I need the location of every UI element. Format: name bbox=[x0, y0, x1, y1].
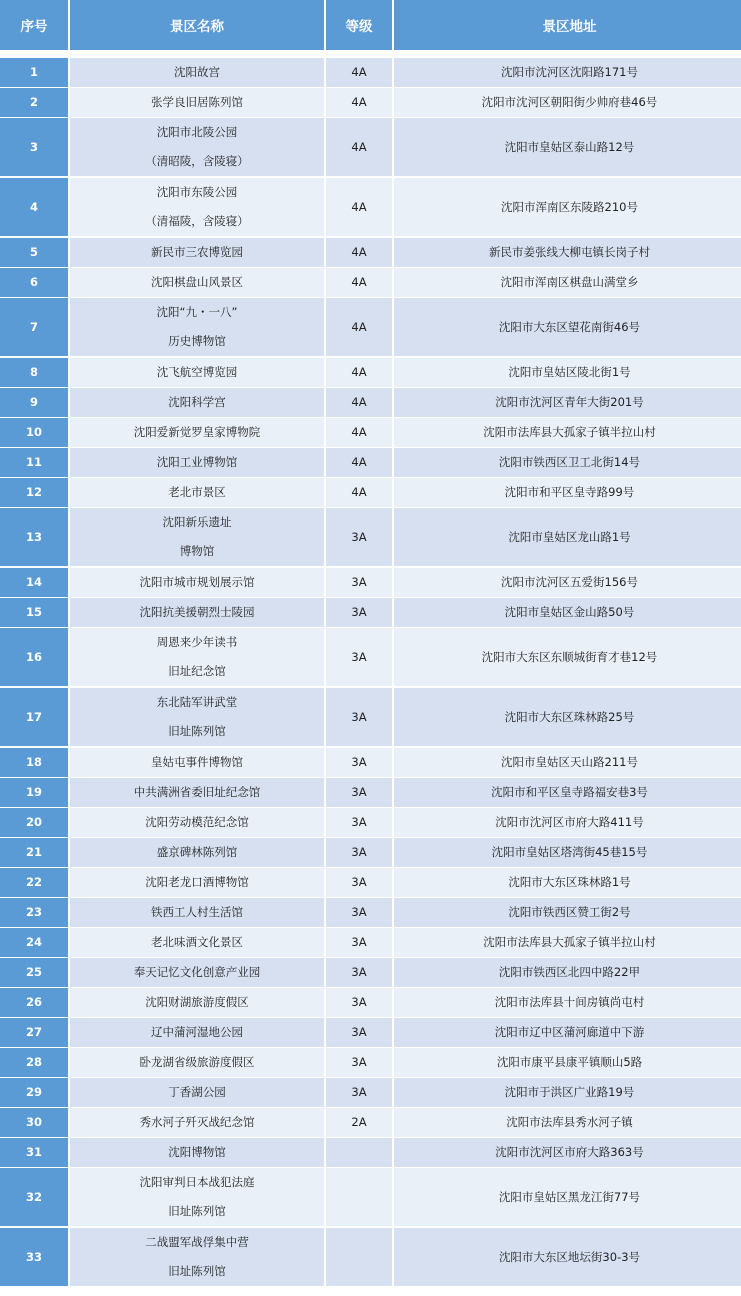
cell-no: 28 bbox=[0, 1048, 68, 1077]
cell-name bbox=[70, 358, 324, 387]
header-grade: 等级 bbox=[326, 0, 392, 50]
cell-address: 沈阳市辽中区蒲河廊道中下游 bbox=[394, 1018, 741, 1047]
cell-address: 沈阳市和平区皇寺路福安巷3号 bbox=[394, 778, 741, 807]
cell-name bbox=[70, 598, 324, 627]
cell-name bbox=[70, 388, 324, 417]
table-row bbox=[0, 778, 741, 806]
cell-no: 2 bbox=[0, 88, 68, 117]
cell-address: 沈阳市沈河区市府大路411号 bbox=[394, 808, 741, 837]
table-row bbox=[0, 748, 741, 776]
cell-name bbox=[70, 418, 324, 447]
cell-address: 沈阳市沈河区五爱街156号 bbox=[394, 568, 741, 597]
cell-name-line: 沈阳老龙口酒博物馆 bbox=[145, 875, 249, 889]
cell-grade: 4A bbox=[326, 118, 392, 176]
cell-grade bbox=[326, 1138, 392, 1167]
table-row bbox=[0, 448, 741, 476]
cell-grade: 4A bbox=[326, 388, 392, 417]
table-row bbox=[0, 238, 741, 266]
cell-no: 5 bbox=[0, 238, 68, 267]
cell-name-line: 老北味酒文化景区 bbox=[151, 935, 243, 949]
cell-name bbox=[70, 1018, 324, 1047]
cell-no: 1 bbox=[0, 58, 68, 87]
table-row bbox=[0, 598, 741, 626]
cell-name-line: 沈阳博物馆 bbox=[168, 1145, 226, 1159]
cell-name bbox=[70, 508, 324, 566]
cell-grade: 4A bbox=[326, 478, 392, 507]
cell-name bbox=[70, 568, 324, 597]
cell-no: 4 bbox=[0, 178, 68, 236]
cell-address: 沈阳市沈河区朝阳街少帅府巷46号 bbox=[394, 88, 741, 117]
cell-no: 20 bbox=[0, 808, 68, 837]
cell-name bbox=[70, 118, 324, 176]
cell-grade: 2A bbox=[326, 1108, 392, 1137]
cell-no: 33 bbox=[0, 1228, 68, 1286]
table-row bbox=[0, 58, 741, 86]
table-row bbox=[0, 1018, 741, 1046]
cell-name bbox=[70, 958, 324, 987]
cell-grade: 3A bbox=[326, 898, 392, 927]
cell-name-line: 沈阳财湖旅游度假区 bbox=[145, 995, 249, 1009]
table-row bbox=[0, 358, 741, 386]
table-row bbox=[0, 88, 741, 116]
cell-no: 29 bbox=[0, 1078, 68, 1107]
table-row bbox=[0, 388, 741, 416]
cell-name bbox=[70, 88, 324, 117]
cell-grade: 3A bbox=[326, 1078, 392, 1107]
cell-grade: 3A bbox=[326, 688, 392, 746]
cell-name bbox=[70, 298, 324, 356]
table-header-row bbox=[0, 0, 741, 50]
cell-name-line: 沈阳爱新觉罗皇家博物院 bbox=[133, 425, 261, 439]
cell-name bbox=[70, 268, 324, 297]
cell-address: 沈阳市铁西区卫工北街14号 bbox=[394, 448, 741, 477]
cell-name-line: 皇姑屯事件博物馆 bbox=[151, 755, 243, 769]
table-row bbox=[0, 568, 741, 596]
cell-grade: 4A bbox=[326, 358, 392, 387]
cell-name bbox=[70, 238, 324, 267]
cell-name-line: 沈阳劳动模范纪念馆 bbox=[145, 815, 249, 829]
header-address: 景区地址 bbox=[394, 0, 741, 50]
cell-name-line: 博物馆 bbox=[179, 544, 215, 558]
cell-name bbox=[70, 808, 324, 837]
table-row bbox=[0, 178, 741, 236]
cell-name-line: 沈阳审判日本战犯法庭 bbox=[139, 1175, 255, 1189]
cell-address: 沈阳市浑南区棋盘山满堂乡 bbox=[394, 268, 741, 297]
cell-no: 13 bbox=[0, 508, 68, 566]
cell-address: 沈阳市皇姑区金山路50号 bbox=[394, 598, 741, 627]
cell-grade: 3A bbox=[326, 868, 392, 897]
cell-grade: 3A bbox=[326, 628, 392, 686]
cell-address: 沈阳市皇姑区泰山路12号 bbox=[394, 118, 741, 176]
cell-no: 9 bbox=[0, 388, 68, 417]
cell-name bbox=[70, 1168, 324, 1226]
cell-grade: 3A bbox=[326, 838, 392, 867]
cell-no: 16 bbox=[0, 628, 68, 686]
table-row bbox=[0, 628, 741, 686]
cell-name bbox=[70, 1048, 324, 1077]
cell-name-line: 沈飞航空博览园 bbox=[156, 365, 238, 379]
cell-name-line: 历史博物馆 bbox=[168, 334, 226, 348]
cell-name-line: 辽中蒲河湿地公园 bbox=[151, 1025, 243, 1039]
cell-grade: 4A bbox=[326, 268, 392, 297]
cell-no: 22 bbox=[0, 868, 68, 897]
cell-grade: 3A bbox=[326, 778, 392, 807]
cell-no: 17 bbox=[0, 688, 68, 746]
cell-name-line: 丁香湖公园 bbox=[168, 1085, 226, 1099]
cell-name-line: 张学良旧居陈列馆 bbox=[151, 95, 243, 109]
cell-name bbox=[70, 868, 324, 897]
cell-name-line: 沈阳抗美援朝烈士陵园 bbox=[139, 605, 255, 619]
table-row bbox=[0, 928, 741, 956]
table-body bbox=[0, 58, 741, 1286]
cell-address: 沈阳市沈河区市府大路363号 bbox=[394, 1138, 741, 1167]
cell-no: 27 bbox=[0, 1018, 68, 1047]
cell-no: 7 bbox=[0, 298, 68, 356]
cell-grade: 3A bbox=[326, 988, 392, 1017]
cell-name-line: 铁西工人村生活馆 bbox=[151, 905, 243, 919]
cell-address: 沈阳市大东区地坛街30-3号 bbox=[394, 1228, 741, 1286]
cell-name bbox=[70, 688, 324, 746]
cell-name-line: 中共满洲省委旧址纪念馆 bbox=[133, 785, 261, 799]
header-no: 序号 bbox=[0, 0, 68, 50]
cell-name-line: （清福陵，含陵寝） bbox=[145, 214, 249, 228]
cell-name bbox=[70, 1108, 324, 1137]
cell-address: 沈阳市法库县秀水河子镇 bbox=[394, 1108, 741, 1137]
cell-name-line: 沈阳市城市规划展示馆 bbox=[139, 575, 255, 589]
cell-grade: 3A bbox=[326, 808, 392, 837]
cell-address: 沈阳市皇姑区黑龙江街77号 bbox=[394, 1168, 741, 1226]
cell-name bbox=[70, 928, 324, 957]
cell-grade: 3A bbox=[326, 1048, 392, 1077]
cell-address: 沈阳市大东区珠林路1号 bbox=[394, 868, 741, 897]
cell-no: 23 bbox=[0, 898, 68, 927]
table-row bbox=[0, 1078, 741, 1106]
cell-address: 沈阳市法库县大孤家子镇半拉山村 bbox=[394, 418, 741, 447]
cell-name-line: 周恩来少年读书 bbox=[156, 635, 238, 649]
table-row bbox=[0, 688, 741, 746]
cell-name-line: 旧址陈列馆 bbox=[168, 1204, 226, 1218]
cell-name bbox=[70, 628, 324, 686]
cell-name-line: 旧址陈列馆 bbox=[168, 724, 226, 738]
cell-address: 沈阳市铁西区赞工街2号 bbox=[394, 898, 741, 927]
cell-grade: 3A bbox=[326, 958, 392, 987]
cell-name bbox=[70, 478, 324, 507]
cell-name-line: 东北陆军讲武堂 bbox=[156, 695, 238, 709]
cell-address: 沈阳市皇姑区天山路211号 bbox=[394, 748, 741, 777]
cell-grade: 4A bbox=[326, 238, 392, 267]
cell-address: 沈阳市沈河区沈阳路171号 bbox=[394, 58, 741, 87]
cell-name-line: 沈阳新乐遗址 bbox=[162, 515, 232, 529]
cell-no: 19 bbox=[0, 778, 68, 807]
cell-name-line: 沈阳市北陵公园 bbox=[156, 125, 238, 139]
cell-grade: 4A bbox=[326, 418, 392, 447]
cell-name bbox=[70, 988, 324, 1017]
cell-name-line: 老北市景区 bbox=[168, 485, 226, 499]
cell-address: 沈阳市浑南区东陵路210号 bbox=[394, 178, 741, 236]
cell-grade: 4A bbox=[326, 178, 392, 236]
cell-grade: 3A bbox=[326, 568, 392, 597]
header-name: 景区名称 bbox=[70, 0, 324, 50]
cell-grade: 3A bbox=[326, 748, 392, 777]
cell-no: 14 bbox=[0, 568, 68, 597]
cell-name bbox=[70, 178, 324, 236]
table-row bbox=[0, 1228, 741, 1286]
cell-address: 沈阳市大东区珠林路25号 bbox=[394, 688, 741, 746]
table-row bbox=[0, 838, 741, 866]
cell-name bbox=[70, 778, 324, 807]
cell-address: 沈阳市和平区皇寺路99号 bbox=[394, 478, 741, 507]
cell-address: 沈阳市于洪区广业路19号 bbox=[394, 1078, 741, 1107]
cell-grade bbox=[326, 1228, 392, 1286]
cell-address: 沈阳市大东区东顺城街育才巷12号 bbox=[394, 628, 741, 686]
cell-name bbox=[70, 448, 324, 477]
cell-name-line: 沈阳科学宫 bbox=[168, 395, 226, 409]
cell-no: 18 bbox=[0, 748, 68, 777]
cell-name-line: 沈阳“九・一八” bbox=[156, 305, 238, 319]
cell-no: 10 bbox=[0, 418, 68, 447]
cell-no: 25 bbox=[0, 958, 68, 987]
cell-address: 沈阳市皇姑区龙山路1号 bbox=[394, 508, 741, 566]
cell-grade: 3A bbox=[326, 1018, 392, 1047]
cell-grade: 3A bbox=[326, 598, 392, 627]
cell-address: 沈阳市大东区望花南街46号 bbox=[394, 298, 741, 356]
cell-grade: 4A bbox=[326, 298, 392, 356]
table-row bbox=[0, 118, 741, 176]
cell-no: 12 bbox=[0, 478, 68, 507]
cell-name-line: 沈阳工业博物馆 bbox=[156, 455, 238, 469]
table-row bbox=[0, 1108, 741, 1136]
table-row bbox=[0, 418, 741, 446]
cell-grade: 3A bbox=[326, 508, 392, 566]
table-row bbox=[0, 898, 741, 926]
cell-name bbox=[70, 898, 324, 927]
cell-name bbox=[70, 1138, 324, 1167]
cell-name-line: 沈阳棋盘山风景区 bbox=[151, 275, 243, 289]
cell-grade: 4A bbox=[326, 88, 392, 117]
cell-name-line: 盛京碑林陈列馆 bbox=[156, 845, 238, 859]
cell-name bbox=[70, 1228, 324, 1286]
cell-name bbox=[70, 748, 324, 777]
cell-name-line: 沈阳市东陵公园 bbox=[156, 185, 238, 199]
cell-name-line: （清昭陵，含陵寝） bbox=[145, 154, 249, 168]
cell-no: 6 bbox=[0, 268, 68, 297]
cell-grade: 4A bbox=[326, 58, 392, 87]
table-row bbox=[0, 1168, 741, 1226]
table-row bbox=[0, 298, 741, 356]
cell-name-line: 沈阳故宫 bbox=[174, 65, 220, 79]
cell-address: 沈阳市法库县大孤家子镇半拉山村 bbox=[394, 928, 741, 957]
table-row bbox=[0, 988, 741, 1016]
cell-no: 11 bbox=[0, 448, 68, 477]
cell-name bbox=[70, 58, 324, 87]
cell-no: 31 bbox=[0, 1138, 68, 1167]
cell-name-line: 旧址陈列馆 bbox=[168, 1264, 226, 1278]
cell-address: 沈阳市铁西区北四中路22甲 bbox=[394, 958, 741, 987]
cell-no: 15 bbox=[0, 598, 68, 627]
cell-name bbox=[70, 838, 324, 867]
cell-no: 30 bbox=[0, 1108, 68, 1137]
cell-name bbox=[70, 1078, 324, 1107]
table-row bbox=[0, 958, 741, 986]
cell-no: 26 bbox=[0, 988, 68, 1017]
table-row bbox=[0, 268, 741, 296]
table-row bbox=[0, 478, 741, 506]
cell-name-line: 二战盟军战俘集中营 bbox=[145, 1235, 249, 1249]
cell-address: 沈阳市皇姑区塔湾街45巷15号 bbox=[394, 838, 741, 867]
table-row bbox=[0, 1138, 741, 1166]
table-row bbox=[0, 868, 741, 896]
cell-address: 沈阳市沈河区青年大街201号 bbox=[394, 388, 741, 417]
cell-grade: 4A bbox=[326, 448, 392, 477]
cell-address: 沈阳市康平县康平镇顺山5路 bbox=[394, 1048, 741, 1077]
cell-name-line: 秀水河子歼灭战纪念馆 bbox=[139, 1115, 255, 1129]
cell-name-line: 卧龙湖省级旅游度假区 bbox=[139, 1055, 255, 1069]
table-row bbox=[0, 1048, 741, 1076]
table-row bbox=[0, 508, 741, 566]
cell-name-line: 旧址纪念馆 bbox=[168, 664, 226, 678]
cell-grade: 3A bbox=[326, 928, 392, 957]
cell-name-line: 奉天记忆文化创意产业园 bbox=[133, 965, 261, 979]
cell-name-line: 新民市三农博览园 bbox=[151, 245, 243, 259]
table-row bbox=[0, 808, 741, 836]
cell-no: 32 bbox=[0, 1168, 68, 1226]
cell-no: 21 bbox=[0, 838, 68, 867]
cell-address: 沈阳市法库县十间房镇尚屯村 bbox=[394, 988, 741, 1017]
cell-grade bbox=[326, 1168, 392, 1226]
cell-address: 沈阳市皇姑区陵北街1号 bbox=[394, 358, 741, 387]
cell-address: 新民市姜张线大柳屯镇长岗子村 bbox=[394, 238, 741, 267]
cell-no: 24 bbox=[0, 928, 68, 957]
cell-no: 8 bbox=[0, 358, 68, 387]
cell-no: 3 bbox=[0, 118, 68, 176]
